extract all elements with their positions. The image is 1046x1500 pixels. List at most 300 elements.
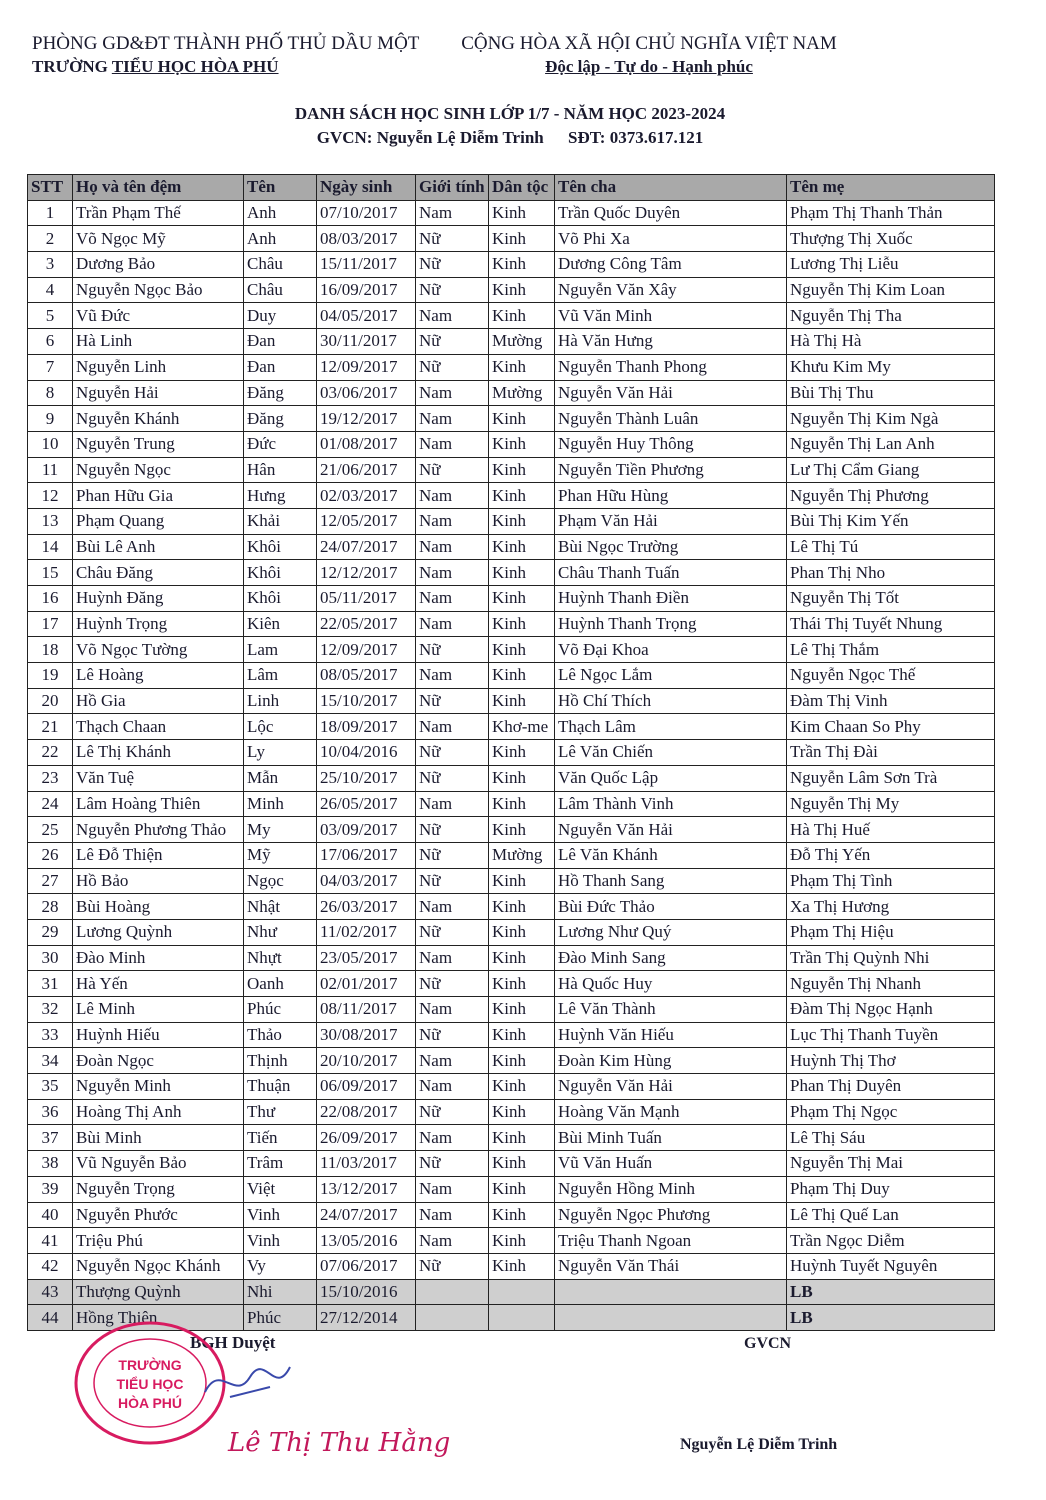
table-cell: Nam	[416, 1202, 489, 1228]
table-cell: Vy	[244, 1253, 317, 1279]
table-cell: Nguyễn Văn Hải	[555, 817, 787, 843]
table-cell: Nguyễn Thị Kim Ngà	[787, 406, 995, 432]
table-cell: 01/08/2017	[317, 431, 416, 457]
table-cell: 10/04/2016	[317, 740, 416, 766]
table-cell: Lê Ngọc Lắm	[555, 663, 787, 689]
table-cell: Minh	[244, 791, 317, 817]
table-cell: Kinh	[489, 1099, 555, 1125]
table-cell: Châu	[244, 277, 317, 303]
table-cell: Trần Quốc Duyên	[555, 200, 787, 226]
table-cell: 13/05/2016	[317, 1228, 416, 1254]
table-cell: LB	[787, 1279, 995, 1305]
table-cell: Kinh	[489, 971, 555, 997]
table-cell: 29	[28, 919, 73, 945]
table-cell: Lương Thị Liễu	[787, 252, 995, 278]
table-cell: Nguyễn Thị Lan Anh	[787, 431, 995, 457]
table-cell: 5	[28, 303, 73, 329]
table-cell: 7	[28, 354, 73, 380]
table-cell: Hà Thị Hà	[787, 329, 995, 355]
table-cell: Châu	[244, 252, 317, 278]
table-cell: Nam	[416, 894, 489, 920]
table-cell: 12	[28, 483, 73, 509]
table-cell: Vũ Nguyễn Bảo	[73, 1151, 244, 1177]
table-cell: Mường	[489, 842, 555, 868]
table-cell: Nam	[416, 611, 489, 637]
table-cell: 11/02/2017	[317, 919, 416, 945]
table-cell: Lê Thị Thắm	[787, 637, 995, 663]
table-cell: Nam	[416, 508, 489, 534]
table-cell: Mường	[489, 380, 555, 406]
table-cell: Lương Như Quý	[555, 919, 787, 945]
table-cell: Hồ Gia	[73, 688, 244, 714]
table-cell: 32	[28, 997, 73, 1023]
table-cell: Khôi	[244, 586, 317, 612]
table-cell: 12/09/2017	[317, 637, 416, 663]
table-cell: Kinh	[489, 740, 555, 766]
table-cell: Phúc	[244, 1305, 317, 1331]
table-cell: Nữ	[416, 1253, 489, 1279]
table-cell: Đàm Thị Vinh	[787, 688, 995, 714]
table-cell: Bùi Ngọc Trường	[555, 534, 787, 560]
table-cell: Nam	[416, 663, 489, 689]
table-cell: Nguyễn Thị Phương	[787, 483, 995, 509]
table-cell: Nguyễn Trung	[73, 431, 244, 457]
table-cell: Nam	[416, 714, 489, 740]
table-cell: Thư	[244, 1099, 317, 1125]
table-cell: 12/05/2017	[317, 508, 416, 534]
table-cell: Vinh	[244, 1228, 317, 1254]
table-cell: Thuận	[244, 1074, 317, 1100]
table-cell: Triệu Thanh Ngoan	[555, 1228, 787, 1254]
table-row	[28, 997, 995, 1023]
table-cell: 18	[28, 637, 73, 663]
table-cell: 3	[28, 252, 73, 278]
table-cell: 2	[28, 226, 73, 252]
table-cell: Lâm Hoàng Thiên	[73, 791, 244, 817]
table-cell: 18/09/2017	[317, 714, 416, 740]
table-cell: Lê Văn Khánh	[555, 842, 787, 868]
principal-name: Lê Thị Thu Hằng	[228, 1428, 451, 1458]
table-cell: Phạm Thị Thanh Thản	[787, 200, 995, 226]
table-cell: Nguyễn Thành Luân	[555, 406, 787, 432]
table-cell	[489, 1279, 555, 1305]
table-cell: Nam	[416, 1176, 489, 1202]
table-cell: Bùi Thị Kim Yến	[787, 508, 995, 534]
table-row	[28, 637, 995, 663]
table-cell: 31	[28, 971, 73, 997]
table-body	[28, 200, 995, 1330]
table-cell: Kinh	[489, 303, 555, 329]
table-cell: Lương Quỳnh	[73, 919, 244, 945]
approval-label: BGH Duyệt	[190, 1333, 276, 1352]
table-cell: Nữ	[416, 971, 489, 997]
table-cell: Kinh	[489, 483, 555, 509]
table-cell: Hồ Thanh Sang	[555, 868, 787, 894]
table-cell: Nữ	[416, 226, 489, 252]
table-cell: Nguyễn Minh	[73, 1074, 244, 1100]
table-cell: 15/10/2016	[317, 1279, 416, 1305]
table-cell: Bùi Lê Anh	[73, 534, 244, 560]
table-cell: Nữ	[416, 1151, 489, 1177]
table-cell: Châu Đăng	[73, 560, 244, 586]
column-header: STT	[28, 175, 73, 201]
table-cell: 03/09/2017	[317, 817, 416, 843]
table-cell: Đào Minh Sang	[555, 945, 787, 971]
table-cell: 11/03/2017	[317, 1151, 416, 1177]
table-cell: 04/03/2017	[317, 868, 416, 894]
table-cell: Khơ-me	[489, 714, 555, 740]
table-cell: Kinh	[489, 586, 555, 612]
table-cell: 23	[28, 765, 73, 791]
table-cell: Nữ	[416, 354, 489, 380]
table-cell: Huỳnh Tuyết Nguyên	[787, 1253, 995, 1279]
table-cell: Ly	[244, 740, 317, 766]
table-cell: 10	[28, 431, 73, 457]
table-cell: Kinh	[489, 894, 555, 920]
table-row	[28, 1125, 995, 1151]
table-cell: 20	[28, 688, 73, 714]
table-cell: Nguyễn Văn Xây	[555, 277, 787, 303]
table-row	[28, 791, 995, 817]
table-row	[28, 303, 995, 329]
table-cell: Thạch Lâm	[555, 714, 787, 740]
principal-signature	[200, 1352, 310, 1412]
table-row	[28, 483, 995, 509]
table-cell: Hà Linh	[73, 329, 244, 355]
table-cell: Kinh	[489, 637, 555, 663]
table-cell: Đào Minh	[73, 945, 244, 971]
table-cell: Nam	[416, 1074, 489, 1100]
table-cell: 02/03/2017	[317, 483, 416, 509]
table-row	[28, 688, 995, 714]
table-cell: 4	[28, 277, 73, 303]
table-cell: 40	[28, 1202, 73, 1228]
table-cell: Nguyễn Thị Nhanh	[787, 971, 995, 997]
table-row	[28, 765, 995, 791]
table-cell: Đỗ Thị Yến	[787, 842, 995, 868]
table-cell: Kinh	[489, 406, 555, 432]
table-cell: 24	[28, 791, 73, 817]
table-cell: Huỳnh Văn Hiếu	[555, 1022, 787, 1048]
table-cell: Thượng Quỳnh	[73, 1279, 244, 1305]
table-cell: Văn Tuệ	[73, 765, 244, 791]
table-cell: Kim Chaan So Phy	[787, 714, 995, 740]
table-row	[28, 1176, 995, 1202]
table-cell: Kinh	[489, 457, 555, 483]
table-cell: 30/11/2017	[317, 329, 416, 355]
table-cell: Trần Ngọc Diễm	[787, 1228, 995, 1254]
table-cell: 03/06/2017	[317, 380, 416, 406]
table-cell: Nam	[416, 1228, 489, 1254]
table-cell: Triệu Phú	[73, 1228, 244, 1254]
table-row	[28, 1048, 995, 1074]
table-cell: Đoàn Ngọc	[73, 1048, 244, 1074]
table-cell: Phạm Văn Hải	[555, 508, 787, 534]
table-cell: Kinh	[489, 1253, 555, 1279]
table-cell: Đức	[244, 431, 317, 457]
table-cell: Nam	[416, 945, 489, 971]
table-row	[28, 277, 995, 303]
table-cell: Nguyễn Ngọc Bảo	[73, 277, 244, 303]
table-cell: 19/12/2017	[317, 406, 416, 432]
table-cell: Nhi	[244, 1279, 317, 1305]
table-cell: Lư Thị Cẩm Giang	[787, 457, 995, 483]
table-row	[28, 663, 995, 689]
table-cell: Vũ Văn Huấn	[555, 1151, 787, 1177]
table-row	[28, 611, 995, 637]
table-row	[28, 252, 995, 278]
table-cell: Kinh	[489, 560, 555, 586]
table-cell: Anh	[244, 200, 317, 226]
table-cell: Hoàng Thị Anh	[73, 1099, 244, 1125]
table-row	[28, 740, 995, 766]
table-cell: Nguyễn Khánh	[73, 406, 244, 432]
table-cell: Kinh	[489, 277, 555, 303]
table-cell: 27	[28, 868, 73, 894]
teacher-phone: SĐT: 0373.617.121	[568, 128, 704, 147]
table-cell: Lê Thị Khánh	[73, 740, 244, 766]
table-cell: Kinh	[489, 611, 555, 637]
table-cell: Dương Công Tâm	[555, 252, 787, 278]
table-cell: 26	[28, 842, 73, 868]
table-cell: 02/01/2017	[317, 971, 416, 997]
table-cell: 44	[28, 1305, 73, 1331]
table-cell: Kinh	[489, 1151, 555, 1177]
table-cell: 04/05/2017	[317, 303, 416, 329]
table-cell: 36	[28, 1099, 73, 1125]
table-cell: 1	[28, 200, 73, 226]
table-cell: Đoàn Kim Hùng	[555, 1048, 787, 1074]
column-header: Họ và tên đệm	[73, 175, 244, 201]
column-header: Tên mẹ	[787, 175, 995, 201]
table-cell: Nam	[416, 406, 489, 432]
table-cell: Duy	[244, 303, 317, 329]
table-cell: Oanh	[244, 971, 317, 997]
table-cell: Nguyễn Phước	[73, 1202, 244, 1228]
table-cell: Kinh	[489, 534, 555, 560]
table-cell: Kinh	[489, 508, 555, 534]
table-cell: Ngọc	[244, 868, 317, 894]
table-cell: Kinh	[489, 1228, 555, 1254]
table-row	[28, 919, 995, 945]
table-cell: Thượng Thị Xuốc	[787, 226, 995, 252]
table-cell: Hà Yến	[73, 971, 244, 997]
table-row	[28, 508, 995, 534]
table-cell: 25	[28, 817, 73, 843]
table-row	[28, 868, 995, 894]
table-cell: Lê Đỗ Thiện	[73, 842, 244, 868]
table-cell: Mỹ	[244, 842, 317, 868]
table-cell: Việt	[244, 1176, 317, 1202]
table-cell: Nữ	[416, 740, 489, 766]
table-cell: Lục Thị Thanh Tuyền	[787, 1022, 995, 1048]
table-cell: Lê Thị Sáu	[787, 1125, 995, 1151]
table-cell: 16	[28, 586, 73, 612]
table-cell: 15	[28, 560, 73, 586]
table-cell: Hồ Chí Thích	[555, 688, 787, 714]
table-cell: 15/11/2017	[317, 252, 416, 278]
table-cell: Nguyễn Ngọc	[73, 457, 244, 483]
table-row	[28, 714, 995, 740]
table-row	[28, 1022, 995, 1048]
table-cell: Hoàng Văn Mạnh	[555, 1099, 787, 1125]
table-cell: 23/05/2017	[317, 945, 416, 971]
table-cell: Đan	[244, 354, 317, 380]
table-cell: 8	[28, 380, 73, 406]
table-row	[28, 1202, 995, 1228]
table-cell: Phạm Thị Ngọc	[787, 1099, 995, 1125]
table-cell: Kiên	[244, 611, 317, 637]
table-cell: Trần Thị Đài	[787, 740, 995, 766]
table-row	[28, 1253, 995, 1279]
table-cell: Nam	[416, 1125, 489, 1151]
table-cell: Nữ	[416, 637, 489, 663]
table-cell: 28	[28, 894, 73, 920]
table-cell: 16/09/2017	[317, 277, 416, 303]
table-cell: Anh	[244, 226, 317, 252]
table-cell: Nguyễn Thanh Phong	[555, 354, 787, 380]
table-cell: 17/06/2017	[317, 842, 416, 868]
table-cell: Kinh	[489, 817, 555, 843]
table-cell: Nhật	[244, 894, 317, 920]
table-cell: Mẫn	[244, 765, 317, 791]
table-cell: Kinh	[489, 663, 555, 689]
table-cell: Nguyễn Thị Tha	[787, 303, 995, 329]
table-cell: Nữ	[416, 1022, 489, 1048]
table-cell: Nguyễn Hải	[73, 380, 244, 406]
table-cell: Nữ	[416, 765, 489, 791]
table-cell: Thảo	[244, 1022, 317, 1048]
teacher-label: GVCN	[744, 1335, 792, 1352]
table-cell: 27/12/2014	[317, 1305, 416, 1331]
table-cell: Nguyễn Văn Hải	[555, 380, 787, 406]
table-row	[28, 406, 995, 432]
school-name: TRƯỜNG TIỂU HỌC HÒA PHÚ	[32, 57, 279, 76]
table-cell: Nam	[416, 303, 489, 329]
table-cell: 08/11/2017	[317, 997, 416, 1023]
table-cell: 14	[28, 534, 73, 560]
table-cell: Đăng	[244, 406, 317, 432]
table-cell: Kinh	[489, 1202, 555, 1228]
table-cell: Huỳnh Thanh Trọng	[555, 611, 787, 637]
table-cell: 26/05/2017	[317, 791, 416, 817]
table-cell: Huỳnh Thị Thơ	[787, 1048, 995, 1074]
table-cell: Nữ	[416, 817, 489, 843]
table-cell: Như	[244, 919, 317, 945]
table-cell: Kinh	[489, 431, 555, 457]
table-cell: Nam	[416, 560, 489, 586]
table-cell: 07/06/2017	[317, 1253, 416, 1279]
table-cell: Linh	[244, 688, 317, 714]
table-cell: Kinh	[489, 1048, 555, 1074]
table-cell: Vũ Đức	[73, 303, 244, 329]
table-cell: Nam	[416, 1048, 489, 1074]
table-cell: 11	[28, 457, 73, 483]
table-cell: 12/12/2017	[317, 560, 416, 586]
table-cell: 21	[28, 714, 73, 740]
table-cell: Lê Thị Quế Lan	[787, 1202, 995, 1228]
table-cell: Đan	[244, 329, 317, 355]
table-cell: Võ Ngọc Mỹ	[73, 226, 244, 252]
table-row	[28, 586, 995, 612]
table-cell: 22	[28, 740, 73, 766]
motto: Độc lập - Tự do - Hạnh phúc	[545, 57, 753, 76]
table-cell: Kinh	[489, 765, 555, 791]
table-cell: Phan Hữu Hùng	[555, 483, 787, 509]
table-row	[28, 945, 995, 971]
table-cell: Lê Văn Thành	[555, 997, 787, 1023]
table-cell: Phúc	[244, 997, 317, 1023]
table-cell: 26/09/2017	[317, 1125, 416, 1151]
table-cell: Huỳnh Hiếu	[73, 1022, 244, 1048]
table-cell: Hà Quốc Huy	[555, 971, 787, 997]
table-cell: Huỳnh Thanh Điền	[555, 586, 787, 612]
table-cell	[489, 1305, 555, 1331]
table-cell: 20/10/2017	[317, 1048, 416, 1074]
table-cell: 24/07/2017	[317, 1202, 416, 1228]
table-cell: Nữ	[416, 688, 489, 714]
table-cell: Hà Văn Hưng	[555, 329, 787, 355]
table-cell	[416, 1279, 489, 1305]
document-subtitle	[0, 128, 1020, 148]
table-cell: Nam	[416, 200, 489, 226]
table-cell: Nữ	[416, 919, 489, 945]
column-header: Tên cha	[555, 175, 787, 201]
table-cell	[555, 1305, 787, 1331]
table-cell: 34	[28, 1048, 73, 1074]
table-cell	[416, 1305, 489, 1331]
table-cell: 39	[28, 1176, 73, 1202]
table-cell: Tiến	[244, 1125, 317, 1151]
table-cell: Nam	[416, 431, 489, 457]
table-cell: 08/03/2017	[317, 226, 416, 252]
table-cell: Vinh	[244, 1202, 317, 1228]
table-cell: Võ Đại Khoa	[555, 637, 787, 663]
table-cell: LB	[787, 1305, 995, 1331]
table-cell: Nguyễn Huy Thông	[555, 431, 787, 457]
table-cell: Nam	[416, 791, 489, 817]
table-cell: Nguyễn Ngọc Thế	[787, 663, 995, 689]
table-cell: 35	[28, 1074, 73, 1100]
table-cell: Kinh	[489, 868, 555, 894]
table-cell: 30/08/2017	[317, 1022, 416, 1048]
document-title: DANH SÁCH HỌC SINH LỚP 1/7 - NĂM HỌC 2023-2024	[294, 104, 726, 123]
table-cell: Nguyễn Thị Kim Loan	[787, 277, 995, 303]
table-cell: Phan Thị Nho	[787, 560, 995, 586]
table-cell: Khải	[244, 508, 317, 534]
table-cell: Mường	[489, 329, 555, 355]
table-row	[28, 842, 995, 868]
table-cell: 33	[28, 1022, 73, 1048]
table-cell: Nguyễn Phương Thảo	[73, 817, 244, 843]
table-cell: Nữ	[416, 842, 489, 868]
column-header: Ngày sinh	[317, 175, 416, 201]
table-cell: Hồng Thiên	[73, 1305, 244, 1331]
table-cell: 38	[28, 1151, 73, 1177]
table-cell: Trâm	[244, 1151, 317, 1177]
table-cell: Hà Thị Huế	[787, 817, 995, 843]
table-cell: 17	[28, 611, 73, 637]
table-cell: Lam	[244, 637, 317, 663]
table-cell: 13	[28, 508, 73, 534]
table-cell: 9	[28, 406, 73, 432]
country-name: CỘNG HÒA XÃ HỘI CHỦ NGHĨA VIỆT NAM	[461, 33, 837, 54]
table-cell: Nhựt	[244, 945, 317, 971]
table-cell: Nữ	[416, 329, 489, 355]
table-row	[28, 431, 995, 457]
table-cell: Lê Văn Chiến	[555, 740, 787, 766]
column-header: Tên	[244, 175, 317, 201]
